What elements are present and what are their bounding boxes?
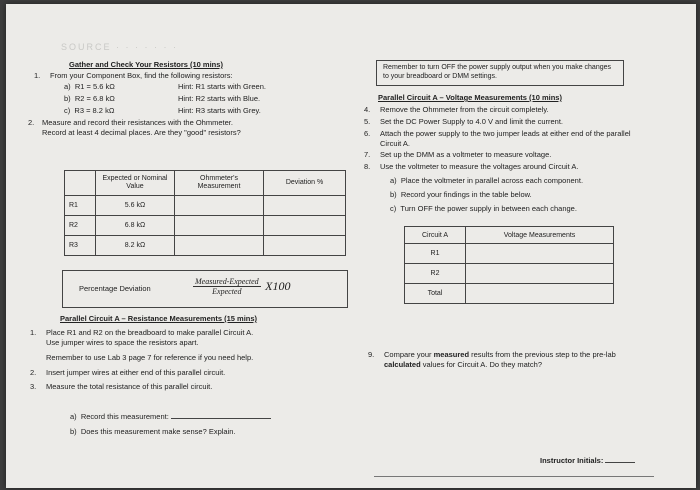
table-cell-measured[interactable] — [175, 236, 264, 256]
vtable-cell-value[interactable] — [466, 264, 614, 284]
parallel-step-1-number: 1. — [30, 328, 37, 337]
resistor-c: c) R3 = 8.2 kΩ — [64, 106, 115, 115]
formula-denominator: Expected — [212, 287, 242, 296]
formula-numerator: Measured-Expected — [195, 277, 259, 286]
table-row — [65, 236, 346, 256]
parallel-step-3: Measure the total resistance of this parallel circuit. — [46, 382, 213, 391]
reminder-box: Remember to turn OFF the power supply output when you make changes to your breadboard or DMM settings. — [376, 60, 624, 86]
step-5-number: 5. — [364, 117, 371, 126]
step-2-number: 2. — [28, 118, 35, 127]
step-2-line-2: Record at least 4 decimal places. Are they "good" resistors? — [42, 128, 241, 137]
voltage-title: Parallel Circuit A – Voltage Measurements (10 mins) — [378, 93, 562, 102]
instructor-initials-line[interactable] — [605, 462, 635, 463]
table-row — [405, 244, 614, 264]
vtable-header-circuit: Circuit A — [405, 227, 466, 244]
step-8-text: Use the voltmeter to measure the voltages around Circuit A. — [380, 162, 579, 171]
formula-fraction — [193, 277, 261, 296]
vtable-header-row — [405, 227, 614, 244]
step-7-number: 7. — [364, 150, 371, 159]
table-cell-nominal: 5.6 kΩ — [96, 196, 175, 216]
table-row — [405, 264, 614, 284]
parallel-step-1-line-2: Use jumper wires to space the resistors apart. — [46, 338, 199, 347]
resistor-table — [64, 170, 346, 256]
table-cell-measured[interactable] — [175, 216, 264, 236]
parallel-step-2-number: 2. — [30, 368, 37, 377]
answer-a-line[interactable] — [171, 418, 271, 419]
parallel-step-1-line-3: Remember to use Lab 3 page 7 for reference if you need help. — [46, 353, 254, 362]
table-cell-deviation[interactable] — [264, 236, 346, 256]
table-cell-label: R1 — [65, 196, 96, 216]
vtable-cell-label: Total — [405, 284, 466, 304]
hint-a: Hint: R1 starts with Green. — [178, 82, 266, 91]
substep-c: c) Turn OFF the power supply in between each change. — [390, 204, 577, 213]
step-2-line-1: Measure and record their resistances with the Ohmmeter. — [42, 118, 233, 127]
question-a: a) Record this measurement: — [70, 412, 271, 422]
table-header-blank — [65, 171, 96, 196]
percentage-deviation-label: Percentage Deviation — [79, 284, 151, 293]
vtable-cell-value[interactable] — [466, 284, 614, 304]
step-7-text: Set up the DMM as a voltmeter to measure voltage. — [380, 150, 552, 159]
table-cell-deviation[interactable] — [264, 216, 346, 236]
table-header-row — [65, 171, 346, 196]
formula-multiplier: X100 — [265, 279, 291, 293]
gather-title: Gather and Check Your Resistors (10 mins) — [69, 60, 223, 69]
substep-b: b) Record your findings in the table below. — [390, 190, 532, 199]
vtable-cell-label: R2 — [405, 264, 466, 284]
resistor-a: a) R1 = 5.6 kΩ — [64, 82, 115, 91]
table-cell-nominal: 8.2 kΩ — [96, 236, 175, 256]
table-header-deviation: Deviation % — [264, 171, 346, 196]
question-b: b) Does this measurement make sense? Explain. — [70, 427, 236, 436]
percentage-deviation-box — [62, 270, 348, 308]
table-row — [65, 196, 346, 216]
voltage-table — [404, 226, 614, 304]
table-cell-measured[interactable] — [175, 196, 264, 216]
faint-header: SOURCE · · · · · · · — [61, 42, 178, 52]
table-row — [65, 216, 346, 236]
parallel-step-2: Insert jumper wires at either end of this parallel circuit. — [46, 368, 226, 377]
step-8-number: 8. — [364, 162, 371, 171]
vtable-header-voltage: Voltage Measurements — [466, 227, 614, 244]
step-6-number: 6. — [364, 129, 371, 138]
substep-a: a) Place the voltmeter in parallel across each component. — [390, 176, 584, 185]
table-cell-deviation[interactable] — [264, 196, 346, 216]
hint-c: Hint: R3 starts with Grey. — [178, 106, 261, 115]
parallel-resistance-title: Parallel Circuit A – Resistance Measurements (15 mins) — [60, 314, 258, 323]
instructor-initials: Instructor Initials: — [540, 456, 635, 466]
deviation-formula — [193, 277, 290, 296]
resistor-b: b) R2 = 6.8 kΩ — [64, 94, 115, 103]
table-cell-label: R2 — [65, 216, 96, 236]
step-1-text: From your Component Box, find the following resistors: — [50, 71, 233, 80]
vtable-cell-label: R1 — [405, 244, 466, 264]
table-header-expected: Expected or Nominal Value — [96, 171, 175, 196]
step-1-number: 1. — [34, 71, 41, 80]
table-row — [405, 284, 614, 304]
hint-b: Hint: R2 starts with Blue. — [178, 94, 261, 103]
parallel-step-3-number: 3. — [30, 382, 37, 391]
step-5-text: Set the DC Power Supply to 4.0 V and limit the current. — [380, 117, 564, 126]
parallel-step-1-line-1: Place R1 and R2 on the breadboard to make parallel Circuit A. — [46, 328, 254, 337]
step-9-text: Compare your measured results from the previous step to the pre-lab calculated values for Circuit A. Do they match? — [384, 350, 616, 369]
step-9-number: 9. — [368, 350, 375, 359]
vtable-cell-value[interactable] — [466, 244, 614, 264]
worksheet-page — [6, 4, 696, 488]
step-4-number: 4. — [364, 105, 371, 114]
step-4-text: Remove the Ohmmeter from the circuit completely. — [380, 105, 549, 114]
bottom-divider — [374, 476, 654, 477]
table-cell-nominal: 6.8 kΩ — [96, 216, 175, 236]
table-cell-label: R3 — [65, 236, 96, 256]
table-header-ohmmeter: Ohmmeter's Measurement — [175, 171, 264, 196]
step-6-text: Attach the power supply to the two jumper leads at either end of the parallel Circuit A. — [380, 129, 631, 148]
